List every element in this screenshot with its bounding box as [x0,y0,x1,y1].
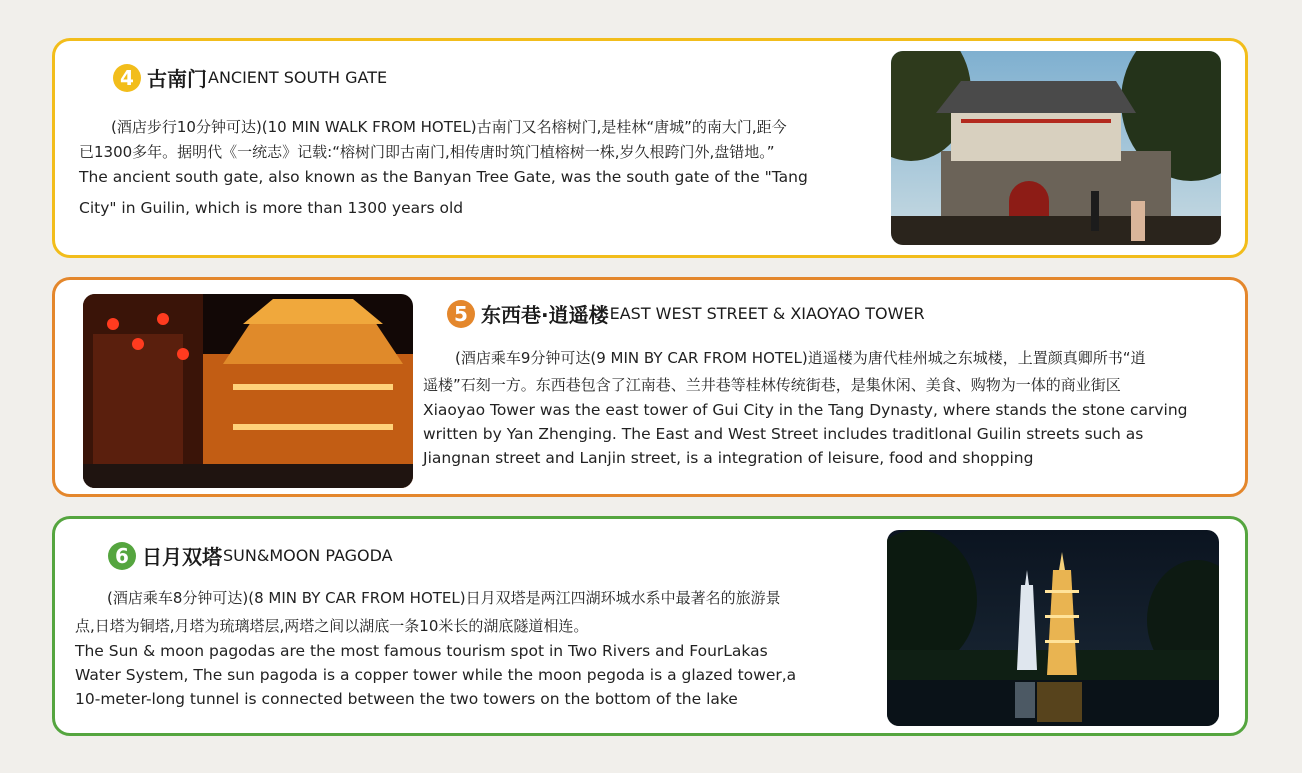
description-cn-line: (酒店乘车8分钟可达)(8 MIN BY CAR FROM HOTEL)日月双塔是两江四湖环城水系中最著名的旅游景 [107,589,781,607]
title-chinese: 古南门 [147,67,207,91]
attraction-card-ancient-south-gate [52,38,1248,258]
description-cn-line: 已1300多年。据明代《一统志》记载:“榕树门即古南门,相传唐时筑门植榕树一株,岁久根跨门外,盘错地。” [79,143,775,161]
description-en-line: Xiaoyao Tower was the east tower of Gui City in the Tang Dynasty, where stands the stone carving [423,401,1188,419]
section-title [113,63,387,92]
title-english: EAST WEST STREET & XIAOYAO TOWER [609,304,925,323]
description-en-line: The ancient south gate, also known as the Banyan Tree Gate, was the south gate of the "Tang [79,168,808,186]
title-english: SUN&MOON PAGODA [223,546,393,565]
section-title [108,541,393,570]
description-en-line: City" in Guilin, which is more than 1300 years old [79,199,464,217]
description-en-line: Jiangnan street and Lanjin street, is a integration of leisure, food and shopping [423,449,1034,467]
description-cn-line: (酒店步行10分钟可达)(10 MIN WALK FROM HOTEL)古南门又名榕树门,是桂林“唐城”的南大门,距今 [111,118,787,136]
description [423,346,1187,470]
number-badge: 4 [113,64,141,92]
number-badge: 6 [108,542,136,570]
description-en-line: The Sun & moon pagodas are the most famous tourism spot in Two Rivers and FourLakas [75,642,768,660]
description [75,586,796,711]
description-cn-line: (酒店乘车9分钟可达(9 MIN BY CAR FROM HOTEL)逍遥楼为唐代桂州城之东城楼，上置颜真卿所书“逍 [455,349,1146,367]
section-title [447,299,925,328]
sun-moon-pagoda-photo [887,530,1219,726]
title-english: ANCIENT SOUTH GATE [208,68,388,87]
description-en-line: 10-meter-long tunnel is connected between the two towers on the bottom of the lake [75,690,738,708]
title-chinese: 日月双塔 [142,545,222,569]
east-west-street-photo [83,294,413,488]
title-chinese: 东西巷·逍遥楼 [481,303,609,327]
number-badge: 5 [447,300,475,328]
description-cn-line: 点,日塔为铜塔,月塔为琉璃塔层,两塔之间以湖底一条10米长的湖底隧道相连。 [75,617,589,635]
attraction-card-sun-moon-pagoda [52,516,1248,736]
ancient-south-gate-photo [891,51,1221,245]
description-en-line: written by Yan Zhenging. The East and West Street includes traditlonal Guilin streets such as [423,425,1144,443]
description [79,115,808,220]
description-en-line: Water System, The sun pagoda is a copper tower while the moon pegoda is a glazed tower,a [75,666,797,684]
attraction-card-east-west-street [52,277,1248,497]
description-cn-line: 遥楼”石刻一方。东西巷包含了江南巷、兰井巷等桂林传统街巷，是集休闲、美食、购物为一体的商业街区 [423,376,1121,394]
